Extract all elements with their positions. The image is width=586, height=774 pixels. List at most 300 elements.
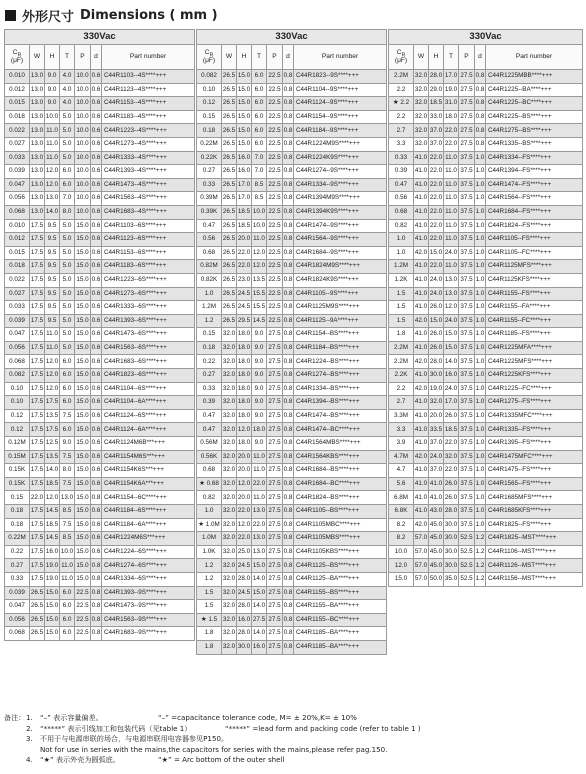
cell-w: 13.0 xyxy=(30,151,45,165)
cell-h: 18.0 xyxy=(237,382,252,396)
note-3-en: Not for use in series with the mains,the capacitors for series with the mains,please refer pag.150. xyxy=(40,744,388,754)
cell-cap: 0.039 xyxy=(5,586,30,600)
cell-w: 41.0 xyxy=(414,396,429,410)
cell-w: 17.5 xyxy=(30,341,45,355)
cell-part-number: C44R1225--BA****+++ xyxy=(486,83,583,97)
table-row xyxy=(197,355,387,369)
table-row xyxy=(197,165,387,179)
voltage-label: 330Vac xyxy=(5,30,195,45)
cell-part-number: C44R1564MBS****+++ xyxy=(294,437,387,451)
cell-t: 4.0 xyxy=(60,83,75,97)
cell-cap: 0.15 xyxy=(197,328,222,342)
cell-h: 9.5 xyxy=(45,219,60,233)
cell-part-number: C44R1105--9S****+++ xyxy=(294,287,387,301)
cell-h: 37.0 xyxy=(429,437,444,451)
cell-p: 27.5 xyxy=(459,97,475,111)
cell-h: 24.5 xyxy=(237,586,252,600)
cell-p: 22.5 xyxy=(267,287,283,301)
cell-cap: ★ 0.68 xyxy=(197,477,222,491)
cell-d: 0.8 xyxy=(283,586,294,600)
cell-cap: 0.056 xyxy=(5,613,30,627)
cell-cap: 15.0 xyxy=(389,572,414,586)
cell-h: 20.0 xyxy=(237,464,252,478)
voltage-header-row xyxy=(389,30,583,45)
table-row xyxy=(389,205,583,219)
cell-d: 1.0 xyxy=(475,151,486,165)
cell-h: 11.0 xyxy=(45,151,60,165)
cell-w: 17.5 xyxy=(30,437,45,451)
cell-cap: 1.0 xyxy=(389,246,414,260)
cell-p: 22.5 xyxy=(267,192,283,206)
cell-t: 8.0 xyxy=(60,464,75,478)
dimension-table-3 xyxy=(388,29,583,587)
cell-d: 0.8 xyxy=(283,382,294,396)
table-row xyxy=(5,559,195,573)
cell-w: 41.0 xyxy=(414,273,429,287)
cell-d: 0.8 xyxy=(283,97,294,111)
cell-h: 11.0 xyxy=(45,328,60,342)
table-row xyxy=(197,423,387,437)
cell-w: 17.5 xyxy=(30,505,45,519)
cell-p: 22.5 xyxy=(267,137,283,151)
cell-h: 30.0 xyxy=(429,369,444,383)
table-row xyxy=(5,423,195,437)
cell-cap: 0.12M xyxy=(5,437,30,451)
column-header-t: T xyxy=(444,45,459,70)
cell-cap: 0.10 xyxy=(197,83,222,97)
column-header-row xyxy=(389,45,583,70)
cell-w: 26.5 xyxy=(30,586,45,600)
cell-h: 20.0 xyxy=(237,233,252,247)
cell-cap: 0.56 xyxy=(389,192,414,206)
cell-w: 13.0 xyxy=(30,83,45,97)
cell-part-number: C44R1225--BC****+++ xyxy=(486,97,583,111)
cell-p: 22.5 xyxy=(75,600,91,614)
cap-subscript: R xyxy=(209,51,214,58)
table-row xyxy=(389,83,583,97)
cell-d: 0.8 xyxy=(283,314,294,328)
cell-cap: 1.2 xyxy=(197,559,222,573)
cell-h: 45.0 xyxy=(429,518,444,532)
cell-p: 27.5 xyxy=(459,137,475,151)
cell-d: 0.8 xyxy=(475,70,486,84)
cell-p: 27.5 xyxy=(267,396,283,410)
cell-part-number: C44R1185--FS****+++ xyxy=(486,328,583,342)
cell-p: 37.5 xyxy=(459,409,475,423)
cell-h: 37.0 xyxy=(429,464,444,478)
cell-t: 6.0 xyxy=(60,627,75,641)
cell-part-number: C44R1123--4S****+++ xyxy=(102,83,195,97)
cell-h: 20.0 xyxy=(237,450,252,464)
cell-h: 22.0 xyxy=(429,178,444,192)
note-number: 3. xyxy=(26,734,33,744)
cell-w: 17.5 xyxy=(30,423,45,437)
cell-p: 15.0 xyxy=(75,518,91,532)
cell-p: 37.5 xyxy=(459,341,475,355)
cell-d: 1.0 xyxy=(475,477,486,491)
cell-d: 0.8 xyxy=(91,627,102,641)
cell-w: 17.5 xyxy=(30,328,45,342)
table-row xyxy=(197,341,387,355)
table-row xyxy=(5,314,195,328)
cell-cap: 0.33 xyxy=(197,382,222,396)
cell-part-number: C44R1563--4S****+++ xyxy=(102,192,195,206)
table-row xyxy=(389,165,583,179)
table-row xyxy=(389,260,583,274)
cell-p: 27.5 xyxy=(267,559,283,573)
cell-t: 14.0 xyxy=(252,572,267,586)
cell-t: 22.0 xyxy=(252,477,267,491)
cell-cap: 1.2 xyxy=(197,572,222,586)
cell-cap: 0.012 xyxy=(5,233,30,247)
cell-p: 15.0 xyxy=(75,437,91,451)
table-row xyxy=(197,382,387,396)
cell-t: 11.0 xyxy=(444,233,459,247)
cell-d: 0.8 xyxy=(283,505,294,519)
cell-cap: 0.18 xyxy=(197,341,222,355)
cell-t: 26.0 xyxy=(444,477,459,491)
cell-t: 9.0 xyxy=(252,382,267,396)
cell-cap: ★ 2.2 xyxy=(389,97,414,111)
cell-w: 17.5 xyxy=(30,518,45,532)
cell-p: 22.5 xyxy=(75,586,91,600)
cap-unit: (μF) xyxy=(202,56,216,64)
cell-p: 37.5 xyxy=(459,165,475,179)
table-row xyxy=(5,110,195,124)
cell-t: 11.0 xyxy=(252,233,267,247)
cell-t: 11.0 xyxy=(252,491,267,505)
cell-w: 32.0 xyxy=(222,396,237,410)
cell-p: 27.5 xyxy=(267,464,283,478)
table-row xyxy=(197,600,387,614)
cell-t: 7.5 xyxy=(60,409,75,423)
cell-t: 5.0 xyxy=(60,124,75,138)
cell-h: 18.0 xyxy=(237,396,252,410)
cell-w: 32.0 xyxy=(222,613,237,627)
cell-cap: 0.47 xyxy=(197,409,222,423)
cell-h: 23.0 xyxy=(237,273,252,287)
cell-p: 22.5 xyxy=(267,219,283,233)
cell-part-number: C44R1564--FS****+++ xyxy=(486,192,583,206)
cell-cap: 8.2 xyxy=(389,518,414,532)
cell-h: 9.5 xyxy=(45,314,60,328)
table-row xyxy=(5,396,195,410)
cell-p: 15.0 xyxy=(75,301,91,315)
cell-w: 17.5 xyxy=(30,246,45,260)
cap-subscript: R xyxy=(17,51,22,58)
cell-d: 0.8 xyxy=(283,464,294,478)
cell-part-number: C44R1333--6S****+++ xyxy=(102,301,195,315)
cell-t: 12.0 xyxy=(252,246,267,260)
cell-part-number: C44R1106--MST****+++ xyxy=(486,545,583,559)
dimension-table-2 xyxy=(196,29,387,655)
cell-part-number: C44R1124--6A****+++ xyxy=(102,423,195,437)
cell-p: 10.0 xyxy=(75,205,91,219)
cell-cap: 10.0 xyxy=(389,545,414,559)
cell-p: 22.5 xyxy=(75,627,91,641)
cell-w: 26.5 xyxy=(222,151,237,165)
cell-cap: 0.47 xyxy=(197,219,222,233)
cell-part-number: C44R1154--BS****+++ xyxy=(294,328,387,342)
table-row xyxy=(5,192,195,206)
cell-d: 0.8 xyxy=(283,572,294,586)
cell-t: 10.0 xyxy=(252,219,267,233)
cell-cap: 0.33 xyxy=(197,178,222,192)
cell-p: 37.5 xyxy=(459,314,475,328)
cell-part-number: C44R1225MFA****+++ xyxy=(486,341,583,355)
cell-h: 45.0 xyxy=(429,559,444,573)
cell-t: 6.0 xyxy=(252,137,267,151)
cell-p: 15.0 xyxy=(75,423,91,437)
table-row xyxy=(389,273,583,287)
cell-w: 32.0 xyxy=(222,491,237,505)
cell-p: 10.0 xyxy=(75,124,91,138)
cell-d: 1.0 xyxy=(475,192,486,206)
cell-part-number: C44R1824--BS****+++ xyxy=(294,491,387,505)
cell-h: 14.5 xyxy=(45,505,60,519)
cell-cap: 1.5 xyxy=(389,301,414,315)
cell-d: 0.6 xyxy=(91,409,102,423)
cell-cap: 0.022 xyxy=(5,124,30,138)
cell-t: 5.0 xyxy=(60,273,75,287)
cell-p: 37.5 xyxy=(459,437,475,451)
cell-w: 32.0 xyxy=(222,423,237,437)
cell-part-number: C44R1334--6S****+++ xyxy=(102,572,195,586)
cell-part-number: C44R1333--4S****+++ xyxy=(102,151,195,165)
cell-t: 9.0 xyxy=(60,437,75,451)
cell-p: 52.5 xyxy=(459,572,475,586)
table-row xyxy=(389,572,583,586)
table-row xyxy=(5,83,195,97)
cell-cap: 0.39 xyxy=(197,396,222,410)
cell-w: 26.5 xyxy=(222,287,237,301)
cell-t: 10.0 xyxy=(60,545,75,559)
cell-w: 41.0 xyxy=(414,464,429,478)
cell-d: 0.8 xyxy=(283,532,294,546)
cell-cap: 0.12 xyxy=(5,423,30,437)
table-row xyxy=(389,287,583,301)
table-row xyxy=(5,165,195,179)
cell-cap: 0.15K xyxy=(5,477,30,491)
cell-t: 9.0 xyxy=(252,355,267,369)
cell-p: 15.0 xyxy=(75,572,91,586)
cell-part-number: C44R1154M6S***+++ xyxy=(102,450,195,464)
cell-w: 41.0 xyxy=(414,219,429,233)
cell-t: 7.5 xyxy=(60,450,75,464)
cell-d: 0.8 xyxy=(283,437,294,451)
cell-t: 13.5 xyxy=(252,273,267,287)
cell-d: 0.8 xyxy=(283,124,294,138)
cell-w: 32.0 xyxy=(222,464,237,478)
table-row xyxy=(197,273,387,287)
cell-p: 10.0 xyxy=(75,97,91,111)
table-row xyxy=(389,192,583,206)
cell-w: 32.0 xyxy=(222,559,237,573)
cell-d: 0.8 xyxy=(283,246,294,260)
column-header-h: H xyxy=(45,45,60,70)
table-row xyxy=(197,450,387,464)
cell-t: 6.0 xyxy=(252,124,267,138)
cell-h: 33.0 xyxy=(429,110,444,124)
cell-t: 16.0 xyxy=(444,369,459,383)
table-row xyxy=(197,505,387,519)
cell-part-number: C44R1824K9S****+++ xyxy=(294,273,387,287)
voltage-header-row xyxy=(197,30,387,45)
table-row xyxy=(197,586,387,600)
cell-d: 0.6 xyxy=(91,301,102,315)
cell-p: 15.0 xyxy=(75,287,91,301)
table-row xyxy=(5,382,195,396)
cell-cap: 3.3 xyxy=(389,423,414,437)
cell-w: 26.5 xyxy=(222,219,237,233)
table-row xyxy=(197,219,387,233)
cell-cap: 0.056 xyxy=(5,192,30,206)
cell-h: 28.0 xyxy=(429,355,444,369)
cell-cap: ★ 1.0M xyxy=(197,518,222,532)
cell-t: 22.0 xyxy=(444,124,459,138)
cell-p: 52.5 xyxy=(459,532,475,546)
table-row xyxy=(5,600,195,614)
cell-w: 32.0 xyxy=(414,83,429,97)
cell-h: 13.5 xyxy=(45,409,60,423)
note-2-en: “*****” =lead form and packing code (refer to table 1 ) xyxy=(225,723,421,733)
table-row xyxy=(5,586,195,600)
table-row xyxy=(5,246,195,260)
cell-cap: 1.5 xyxy=(197,600,222,614)
cell-w: 41.0 xyxy=(414,301,429,315)
cell-part-number: C44R1274--6S****+++ xyxy=(102,559,195,573)
cell-p: 27.5 xyxy=(459,70,475,84)
cell-h: 28.0 xyxy=(237,572,252,586)
table-row xyxy=(5,178,195,192)
voltage-label: 330Vac xyxy=(197,30,387,45)
column-header-h: H xyxy=(429,45,444,70)
cell-h: 41.0 xyxy=(429,477,444,491)
cell-p: 15.0 xyxy=(75,355,91,369)
cell-w: 17.5 xyxy=(30,559,45,573)
cell-t: 6.0 xyxy=(60,382,75,396)
cell-cap: 1.2M xyxy=(389,260,414,274)
cell-p: 27.5 xyxy=(267,627,283,641)
cell-t: 6.0 xyxy=(252,110,267,124)
cell-w: 17.5 xyxy=(30,545,45,559)
cell-h: 11.0 xyxy=(45,124,60,138)
cell-p: 27.5 xyxy=(267,369,283,383)
cell-h: 18.5 xyxy=(429,97,444,111)
cell-d: 0.8 xyxy=(283,219,294,233)
cell-h: 22.0 xyxy=(429,233,444,247)
cell-p: 27.5 xyxy=(267,586,283,600)
cell-cap: 0.10 xyxy=(5,396,30,410)
cell-p: 37.5 xyxy=(459,491,475,505)
cell-t: 5.0 xyxy=(60,246,75,260)
cell-t: 30.0 xyxy=(444,559,459,573)
cell-p: 22.5 xyxy=(267,83,283,97)
cell-h: 22.0 xyxy=(237,260,252,274)
cell-t: 9.0 xyxy=(252,328,267,342)
cell-w: 57.0 xyxy=(414,532,429,546)
cell-part-number: C44R1475--FS****+++ xyxy=(486,464,583,478)
table-row xyxy=(5,341,195,355)
cell-t: 18.0 xyxy=(444,110,459,124)
cell-t: 11.0 xyxy=(444,260,459,274)
cell-t: 6.0 xyxy=(60,165,75,179)
cell-h: 41.0 xyxy=(429,491,444,505)
cell-w: 17.5 xyxy=(30,260,45,274)
table-row xyxy=(197,246,387,260)
cell-t: 9.0 xyxy=(252,369,267,383)
cell-d: 1.0 xyxy=(475,178,486,192)
cell-d: 1.0 xyxy=(475,273,486,287)
table-row xyxy=(197,409,387,423)
cell-d: 0.6 xyxy=(91,124,102,138)
cell-h: 37.0 xyxy=(429,137,444,151)
cell-t: 12.0 xyxy=(252,260,267,274)
cell-w: 32.0 xyxy=(222,627,237,641)
table-row xyxy=(5,301,195,315)
cell-cap: 1.5 xyxy=(389,314,414,328)
table-row xyxy=(197,640,387,654)
table-row xyxy=(197,545,387,559)
cell-h: 26.0 xyxy=(429,341,444,355)
cell-d: 1.0 xyxy=(475,233,486,247)
cell-h: 15.0 xyxy=(45,600,60,614)
cell-p: 22.5 xyxy=(267,124,283,138)
title-chinese: 外形尺寸 xyxy=(22,9,75,25)
cell-d: 0.8 xyxy=(283,328,294,342)
table-row xyxy=(389,491,583,505)
cell-t: 24.0 xyxy=(444,246,459,260)
cap-symbol: C xyxy=(396,48,402,56)
cell-part-number: C44R1224K9S****+++ xyxy=(294,151,387,165)
cell-h: 43.0 xyxy=(429,505,444,519)
cell-cap: 1.8 xyxy=(197,640,222,654)
cell-d: 1.0 xyxy=(475,219,486,233)
cell-p: 15.0 xyxy=(75,233,91,247)
cell-h: 9.5 xyxy=(45,287,60,301)
cell-h: 12.0 xyxy=(45,178,60,192)
cell-part-number: C44R1154--6C****+++ xyxy=(102,491,195,505)
cell-w: 26.5 xyxy=(222,178,237,192)
cell-h: 50.0 xyxy=(429,572,444,586)
cell-p: 15.0 xyxy=(75,341,91,355)
cell-h: 22.0 xyxy=(429,165,444,179)
cell-cap: 3.3 xyxy=(389,137,414,151)
cell-d: 0.6 xyxy=(91,260,102,274)
cell-t: 5.0 xyxy=(60,110,75,124)
cell-w: 41.0 xyxy=(414,369,429,383)
cell-cap: 0.39K xyxy=(197,205,222,219)
cell-t: 8.0 xyxy=(60,205,75,219)
cell-cap: 0.082 xyxy=(197,70,222,84)
cell-h: 18.5 xyxy=(237,205,252,219)
table-row xyxy=(197,110,387,124)
table-row xyxy=(389,151,583,165)
cell-h: 18.0 xyxy=(237,341,252,355)
cell-cap: 0.27 xyxy=(197,369,222,383)
cell-cap: 0.68 xyxy=(197,464,222,478)
cell-p: 10.0 xyxy=(75,70,91,84)
cell-cap: 0.047 xyxy=(5,328,30,342)
cell-w: 17.5 xyxy=(30,409,45,423)
cell-d: 0.6 xyxy=(91,178,102,192)
cell-part-number: C44R1105MBS****+++ xyxy=(294,532,387,546)
cell-w: 17.5 xyxy=(30,219,45,233)
cell-w: 32.0 xyxy=(222,532,237,546)
cell-cap: 2.2 xyxy=(389,110,414,124)
cell-cap: 0.82M xyxy=(197,260,222,274)
cell-cap: 0.18 xyxy=(5,518,30,532)
